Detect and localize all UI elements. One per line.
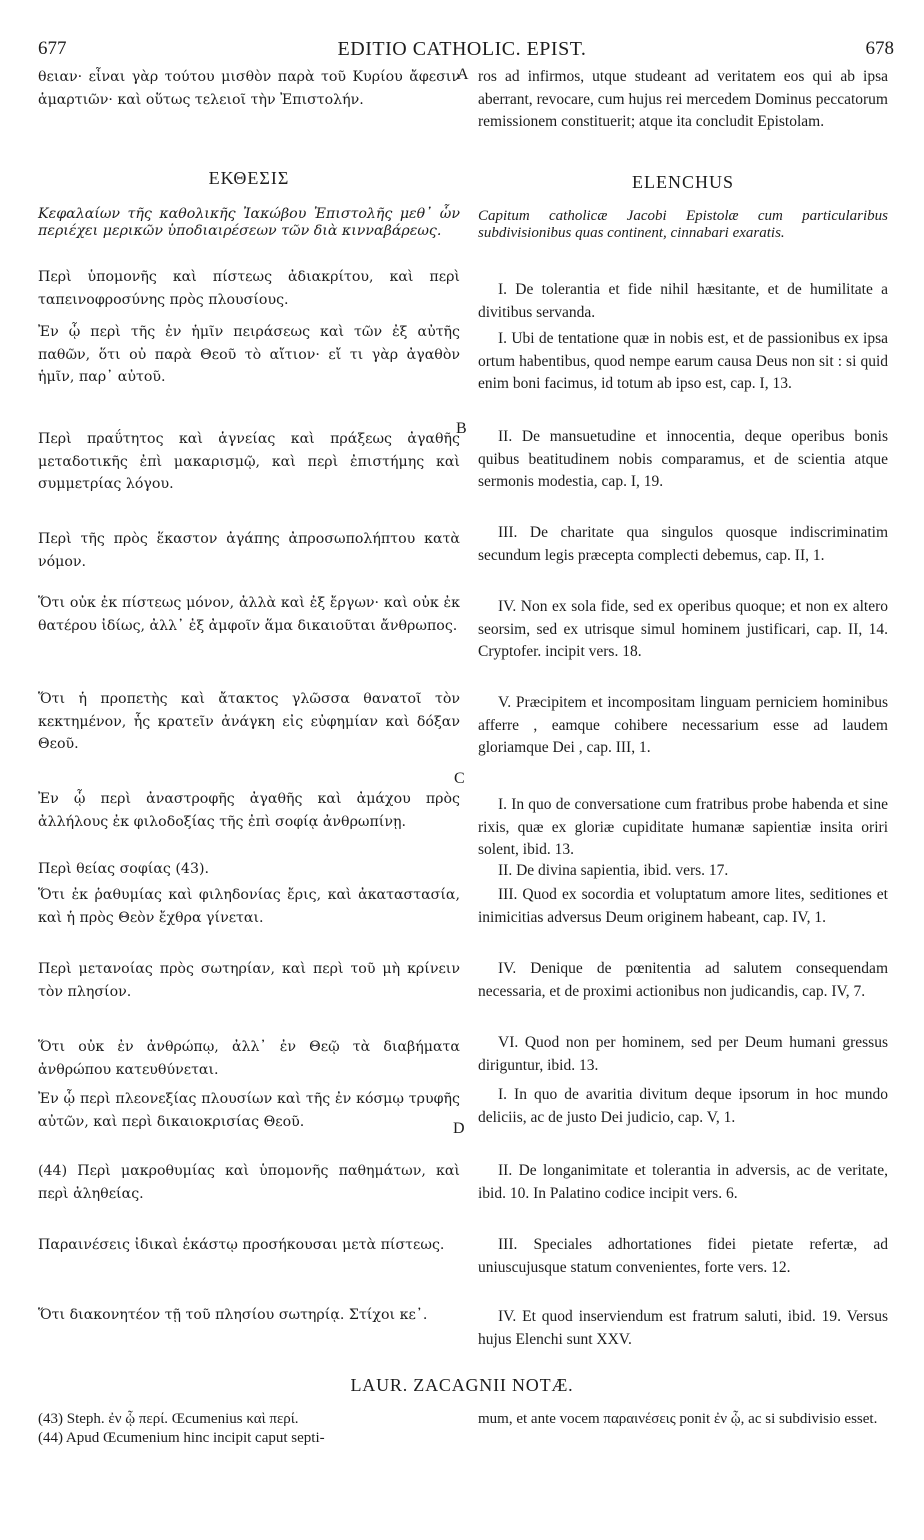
latin-item: II. De divina sapientia, ibid. vers. 17. (498, 862, 729, 879)
note-44: (44) Apud Œcumenium hinc incipit caput septi- (38, 1430, 325, 1446)
greek-item: Περὶ πραΰτητος καὶ ἁγνείας καὶ πράξεως ἀγαθῆς μεταδοτικῆς ἐπὶ μακαρισμῷ, καὶ περὶ ἐπιστήμης καὶ συμμετρίας λόγου. (38, 431, 460, 493)
greek-item: Ὅτι διακονητέον τῇ τοῦ πλησίου σωτηρίᾳ. Στίχοι κε᾽. (38, 1307, 428, 1323)
greek-item: Περὶ μετανοίας πρὸς σωτηρίαν, καὶ περὶ τοῦ μὴ κρίνειν τὸν πλησίον. (38, 961, 460, 1000)
margin-letter-b: B (456, 420, 467, 437)
greek-subtitle: Κεφαλαίων τῆς καθολικῆς Ἰακώβου Ἐπιστολῆς μεθ᾽ ὧν περιέχει μερικῶν ὑποδιαιρέσεων τῶν διὰ κινναβάρεως. (38, 206, 460, 239)
notes-left (38, 1410, 458, 1448)
latin-item: IV. Non ex sola fide, sed ex operibus quoque; et non ex altero seorsim, sed ex utrisque simul hominem justificari, cap. II, 14. Cryptofer. incipit vers. 18. (478, 598, 888, 661)
latin-item: IV. Et quod inserviendum est fratrum saluti, ibid. 19. Versus hujus Elenchi sunt XXV. (478, 1308, 888, 1348)
greek-item: Ἐν ᾧ περὶ ἀναστροφῆς ἀγαθῆς καὶ ἀμάχου πρὸς ἀλλήλους ἐκ φιλοδοξίας τῆς ἐπὶ σοφίᾳ ἀνθρωπίνῃ. (38, 791, 460, 830)
greek-item: Παραινέσεις ἰδικαὶ ἑκάστῳ προσήκουσαι μετὰ πίστεως. (38, 1237, 445, 1253)
margin-letter-a: A (457, 66, 469, 83)
latin-item: IV. Denique de pœnitentia ad salutem consequendam necessaria, et de proximi actionibus non judicandis, cap. IV, 7. (478, 960, 888, 1000)
latin-item: I. In quo de avaritia divitum deque ipsorum in hoc mundo deliciis, ac de justo Dei judicio, cap. V, 1. (478, 1086, 888, 1126)
note-43: (43) Steph. ἐν ᾧ περί. Œcumenius καὶ περί. (38, 1411, 299, 1427)
notes-right: mum, et ante vocem παραινέσεις ponit ἐν ᾧ, ac si subdivisio esset. (478, 1411, 878, 1427)
latin-item: II. De mansuetudine et innocentia, deque operibus bonis quibus beatitudinem nobis comparamus, et de scientia atque sermonis modestia, cap. I, 19. (478, 428, 888, 491)
margin-letter-d: D (453, 1120, 465, 1137)
greek-item: Ὅτι οὐκ ἐν ἀνθρώπῳ, ἀλλ᾽ ἐν Θεῷ τὰ διαβήματα ἀνθρώπου κατευθύνεται. (38, 1039, 460, 1078)
greek-intro: θειαν· εἶναι γὰρ τούτου μισθὸν παρὰ τοῦ Κυρίου ἄφεσιν ἁμαρτιῶν· καὶ οὕτως τελειοῖ τὴν Ἐπιστολήν. (38, 69, 460, 108)
greek-item: Ὅτι ἐκ ῥαθυμίας καὶ φιληδονίας ἔρις, καὶ ἀκαταστασία, καὶ ἡ πρὸς Θεὸν ἔχθρα γίνεται. (38, 887, 460, 926)
greek-item: Ὅτι οὐκ ἐκ πίστεως μόνον, ἀλλὰ καὶ ἐξ ἔργων· καὶ οὐκ ἐκ θατέρου ἰδίως, ἀλλ᾽ ἐξ ἀμφοῖν ἅμα δικαιοῦται ἄνθρωπος. (38, 595, 460, 634)
latin-item: VI. Quod non per hominem, sed per Deum humani gressus diriguntur, ibid. 13. (478, 1034, 888, 1074)
latin-item: III. De charitate qua singulos quosque indiscriminatim secundum legis præcepta complecti debemus, cap. II, 1. (478, 524, 888, 564)
greek-item: Ἐν ᾧ περὶ τῆς ἐν ἡμῖν πειράσεως καὶ τῶν ἐξ αὐτῆς παθῶν, ὅτι οὐ παρὰ Θεοῦ τὸ αἴτιον· εἴ τι γὰρ ἀγαθὸν ἡμῖν, παρ᾽ αὐτοῦ. (38, 324, 460, 386)
greek-item: Ἐν ᾧ περὶ πλεονεξίας πλουσίων καὶ τῆς ἐν κόσμῳ τρυφῆς αὐτῶν, καὶ περὶ δικαιοκρισίας Θεοῦ. (38, 1091, 460, 1130)
greek-item: Περὶ θείας σοφίας (43). (38, 861, 210, 877)
page-number-right: 678 (865, 38, 894, 59)
running-head: EDITIO CATHOLIC. EPIST. (337, 38, 587, 60)
greek-item: Περὶ ὑπομονῆς καὶ πίστεως ἀδιακρίτου, καὶ περὶ ταπεινοφροσύνης πρὸς πλουσίους. (38, 269, 460, 308)
latin-item: III. Speciales adhortationes fidei pietate refertæ, ad uniuscujusque statum convenientes, forte vers. 12. (478, 1236, 888, 1276)
latin-item: I. Ubi de tentatione quæ in nobis est, et de passionibus ex ipsa ortum habentibus, quod nempe earum causa Deus non sit : si quid enim boni facimus, id totum ab ipso est, cap. I, 13. (478, 330, 888, 393)
notes-heading: LAUR. ZACAGNII NOTÆ. (350, 1375, 574, 1395)
latin-intro: ros ad infirmos, utque studeant ad veritatem eos qui ab ipsa aberrant, revocare, cum hujus rei mercedem Dominus peccatorum remissionem constituerit; atque ita concludit Epistolam. (478, 68, 888, 131)
page-number-left: 677 (38, 38, 67, 59)
greek-item: Ὅτι ἡ προπετὴς καὶ ἄτακτος γλῶσσα θανατοῖ τὸν κεκτημένον, ἧς κρατεῖν ἀνάγκη εἰς εὐφημίαν καὶ δόξαν Θεοῦ. (38, 691, 460, 753)
margin-letter-c: C (454, 770, 465, 787)
latin-item: III. Quod ex socordia et voluptatum amore lites, seditiones et inimicitias adversus Deum originem habeant, cap. IV, 1. (478, 886, 888, 926)
greek-item: (44) Περὶ μακροθυμίας καὶ ὑπομονῆς παθημάτων, καὶ περὶ ἀληθείας. (38, 1163, 460, 1202)
greek-heading: ΕΚΘΕΣΙΣ (208, 168, 290, 188)
latin-item: I. De tolerantia et fide nihil hæsitante, et de humilitate a divitibus servanda. (478, 281, 888, 321)
latin-item: II. De longanimitate et tolerantia in adversis, ac de veritate, ibid. 10. In Palatino codice incipit vers. 6. (478, 1162, 888, 1202)
greek-item: Περὶ τῆς πρὸς ἕκαστον ἀγάπης ἀπροσωπολήπτου κατὰ νόμον. (38, 531, 460, 570)
latin-subtitle: Capitum catholicæ Jacobi Epistolæ cum particularibus subdivisionibus quas continent, cinnabari exaratis. (478, 208, 888, 241)
latin-heading: ELENCHUS (632, 172, 734, 192)
latin-item: I. In quo de conversatione cum fratribus probe habenda et sine rixis, quæ ex gloriæ cupiditate humanæ sapientiæ insita oriri solent, ibid. 13. (478, 796, 888, 859)
latin-item: V. Præcipitem et incompositam linguam perniciem hominibus afferre , eamque cohibere necessarium esse ad laudem gloriamque Dei , cap. III, 1. (478, 694, 888, 757)
